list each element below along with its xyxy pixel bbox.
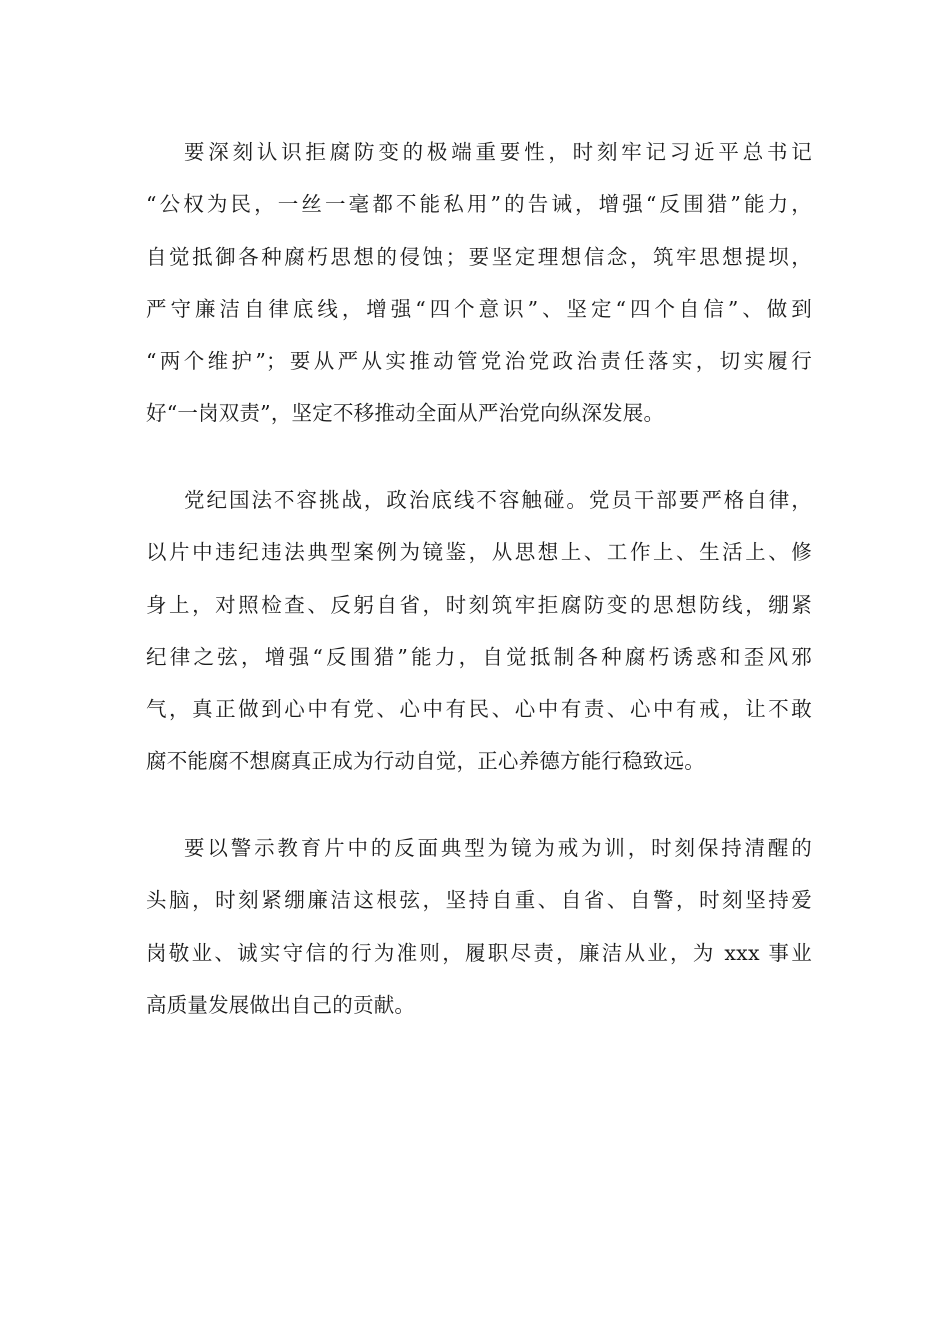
paragraph-2	[146, 474, 812, 788]
paragraph-line: 要深刻认识拒腐防变的极端重要性，时刻牢记习近平总书记	[184, 140, 812, 164]
paragraph-line: 腐不能腐不想腐真正成为行动自觉，正心养德方能行稳致远。	[146, 749, 705, 774]
paragraph-line: 岗敬业、诚实守信的行为准则，履职尽责，廉洁从业，为 xxx 事业	[146, 940, 812, 965]
paragraph-line: 气，真正做到心中有党、心中有民、心中有责、心中有戒，让不敢	[146, 697, 812, 722]
paragraph-line: 高质量发展做出自己的贡献。	[146, 992, 416, 1017]
paragraph-3	[146, 822, 812, 1031]
paragraph-line: 身上，对照检查、反躬自省，时刻筑牢拒腐防变的思想防线，绷紧	[146, 592, 812, 617]
paragraph-line: 党纪国法不容挑战，政治底线不容触碰。党员干部要严格自律，	[184, 488, 812, 512]
paragraph-line: “公权为民，一丝一毫都不能私用”的告诫，增强“反围猎”能力，	[146, 192, 812, 217]
paragraph-line: 要以警示教育片中的反面典型为镜为戒为训，时刻保持清醒的	[184, 836, 812, 860]
paragraph-line: 自觉抵御各种腐朽思想的侵蚀；要坚定理想信念，筑牢思想提坝，	[146, 244, 812, 269]
paragraph-line: “两个维护”；要从严从实推动管党治党政治责任落实，切实履行	[146, 349, 812, 374]
paragraph-line: 严守廉洁自律底线，增强“四个意识”、坚定“四个自信”、做到	[146, 296, 812, 321]
paragraph-line: 纪律之弦，增强“反围猎”能力，自觉抵制各种腐朽诱惑和歪风邪	[146, 644, 812, 669]
paragraph-line: 好“一岗双责”，坚定不移推动全面从严治党向纵深发展。	[146, 401, 665, 426]
paragraph-line: 头脑，时刻紧绷廉洁这根弦，坚持自重、自省、自警，时刻坚持爱	[146, 888, 812, 913]
paragraph-line: 以片中违纪违法典型案例为镜鉴，从思想上、工作上、生活上、修	[146, 540, 812, 565]
paragraph-1	[146, 126, 812, 440]
